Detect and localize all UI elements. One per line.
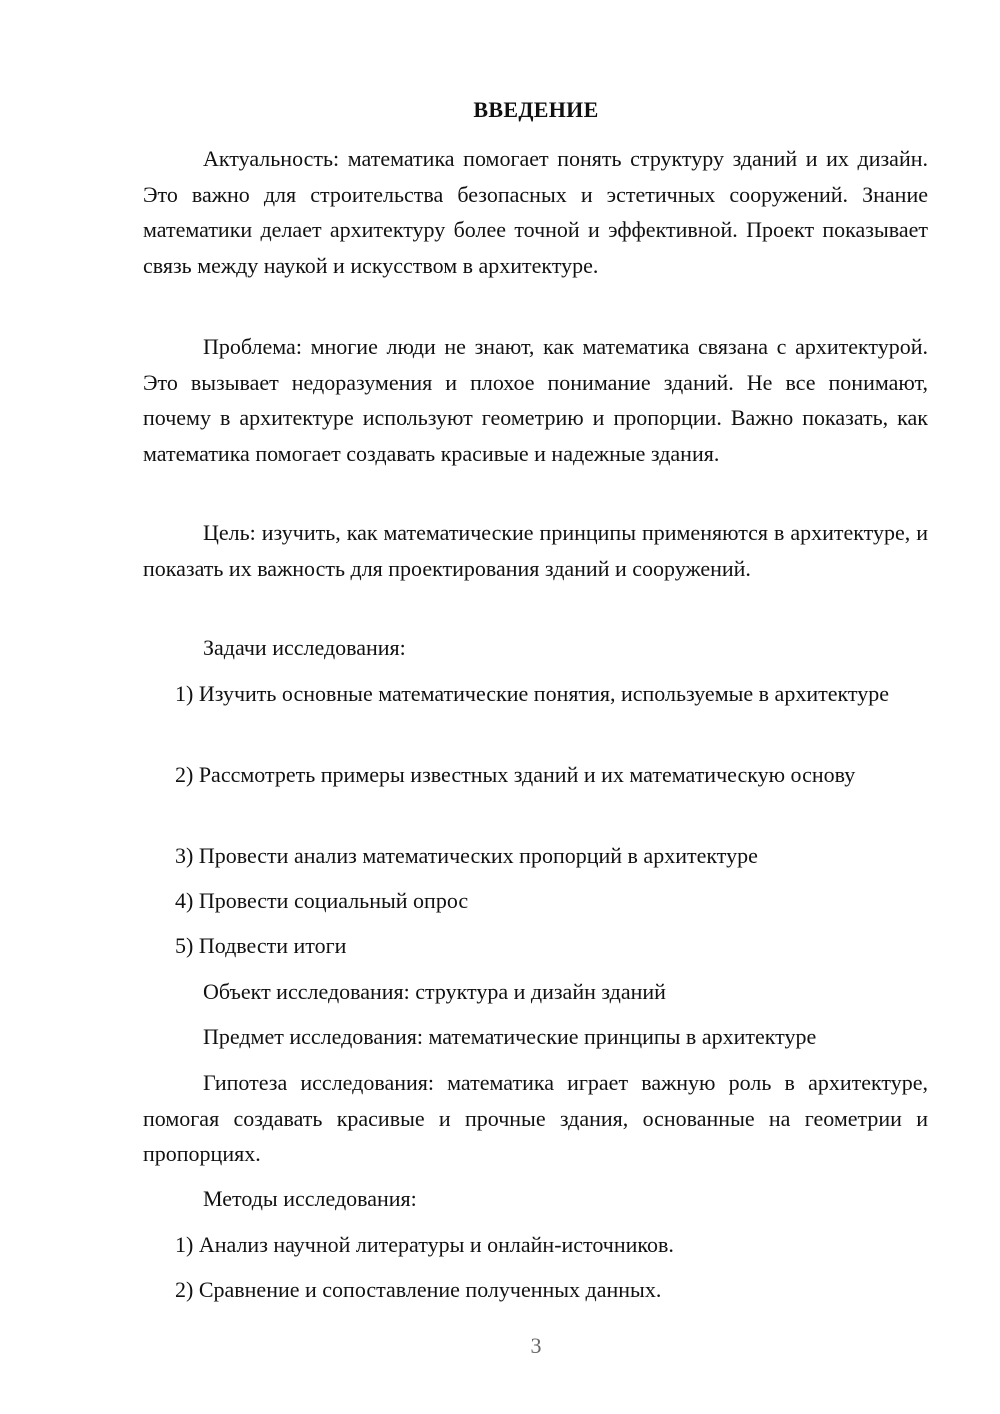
page-number: 3 <box>530 1333 542 1358</box>
task-item-4: 4) Провести социальный опрос <box>175 888 469 913</box>
paragraph-problem: Проблема: многие люди не знают, как математика связана с архитектурой. Это вызывает недоразумения и плохое понимание зданий. Не все понимают, почему в архитектуре используют геометрию и пропорции. Важно показать, как математика помогает создавать красивые и надежные здания. <box>143 334 928 466</box>
task-item-3: 3) Провести анализ математических пропорций в архитектуре <box>175 843 758 868</box>
paragraph-relevance: Актуальность: математика помогает понять структуру зданий и их дизайн. Это важно для строительства безопасных и эстетичных сооружений. Знание математики делает архитектуру более точной и эффективной. Проект показывает связь между наукой и искусством в архитектуре. <box>143 146 928 278</box>
paragraph-hypothesis: Гипотеза исследования: математика играет важную роль в архитектуре, помогая создавать красивые и прочные здания, основанные на геометрии и пропорциях. <box>143 1070 928 1166</box>
section-heading: ВВЕДЕНИЕ <box>473 97 599 122</box>
task-item-2: 2) Рассмотреть примеры известных зданий и их математическую основу <box>175 762 856 787</box>
method-item-1: 1) Анализ научной литературы и онлайн-источников. <box>175 1232 674 1257</box>
method-item-2: 2) Сравнение и сопоставление полученных данных. <box>175 1277 662 1302</box>
methods-title: Методы исследования: <box>203 1186 417 1211</box>
task-item-1: 1) Изучить основные математические понятия, используемые в архитектуре <box>175 681 889 706</box>
paragraph-goal: Цель: изучить, как математические принципы применяются в архитектуре, и показать их важность для проектирования зданий и сооружений. <box>143 520 928 581</box>
tasks-title: Задачи исследования: <box>203 635 406 660</box>
paragraph-subject: Предмет исследования: математические принципы в архитектуре <box>203 1024 817 1049</box>
paragraph-object: Объект исследования: структура и дизайн зданий <box>203 979 666 1004</box>
task-item-5: 5) Подвести итоги <box>175 933 347 958</box>
